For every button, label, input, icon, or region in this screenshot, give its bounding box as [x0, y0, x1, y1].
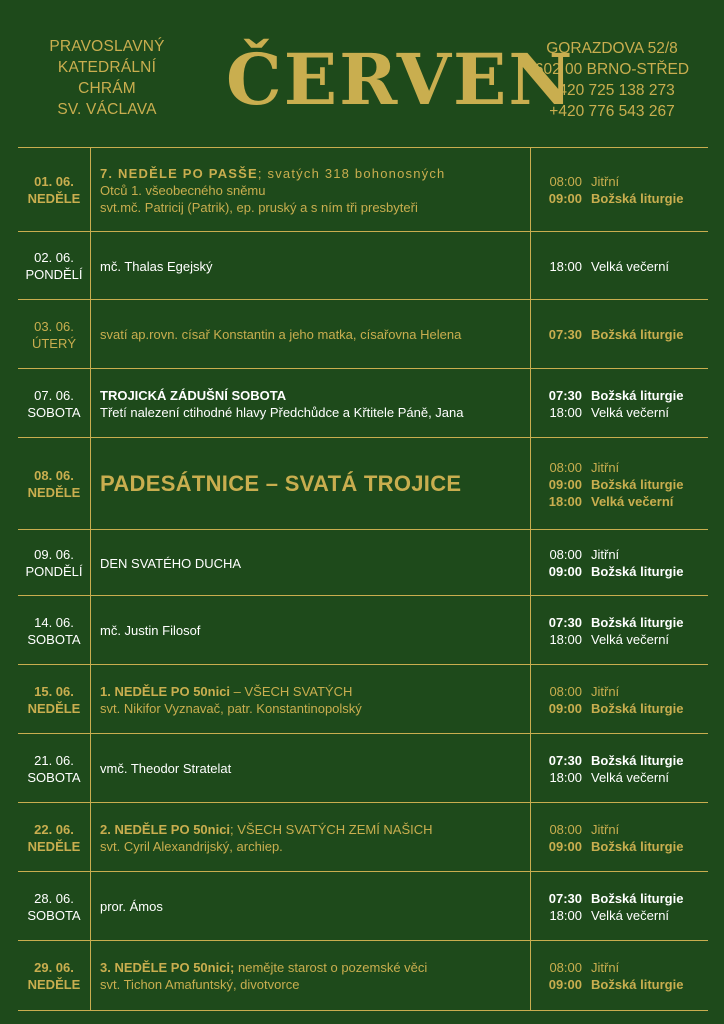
feast-title-rest: ; svatých 318 bohonosných [257, 165, 446, 181]
service-time: 08:00 [549, 821, 582, 837]
service-time: 07:30 [548, 387, 582, 403]
description-cell [100, 300, 525, 369]
service-name: Jitřní [591, 547, 620, 562]
schedule-row [18, 803, 708, 872]
service-name: Božská liturgie [591, 752, 684, 768]
service-name: Božská liturgie [591, 700, 684, 716]
description-line: mč. Justin Filosof [100, 623, 201, 638]
service-name: Jitřní [591, 683, 620, 699]
date: 08. 06. [34, 468, 74, 483]
month-title: ČERVEN [226, 38, 575, 121]
service-time: 07:30 [548, 327, 582, 342]
service-time: 08:00 [549, 459, 582, 475]
service-time: 08:00 [549, 174, 582, 189]
date-cell [18, 530, 90, 596]
service-name: Božská liturgie [591, 476, 684, 492]
service-name: Velká večerní [591, 258, 670, 274]
description-line: svt. Nikifor Vyznavač, patr. Konstantinopolský [100, 700, 362, 716]
service-time: 08:00 [549, 547, 582, 562]
date: 15. 06. [34, 683, 74, 699]
services-cell [538, 232, 708, 300]
service-name: Božská liturgie [591, 976, 684, 992]
date: 14. 06. [34, 614, 74, 630]
description-line: vmč. Theodor Stratelat [100, 761, 232, 776]
services-cell [538, 300, 708, 369]
service-time: 08:00 [549, 683, 582, 699]
service-name: Velká večerní [591, 769, 670, 785]
description-line: Třetí nalezení ctihodné hlavy Předchůdce a Křtitele Páně, Jana [100, 404, 464, 420]
description-line: DEN SVATÉHO DUCHA [100, 555, 242, 571]
description-cell [100, 803, 525, 872]
service-name: Božská liturgie [591, 890, 684, 906]
service-name: Božská liturgie [591, 327, 684, 342]
description-cell [100, 530, 525, 596]
date: 21. 06. [34, 752, 74, 768]
weekday: NEDĚLE [27, 838, 81, 854]
date: 01. 06. [34, 174, 74, 189]
weekday: NEDĚLE [27, 191, 81, 206]
weekday: SOBOTA [27, 907, 81, 923]
service-time: 18:00 [549, 631, 582, 647]
services-cell [538, 530, 708, 596]
schedule-row [18, 300, 708, 369]
date: 22. 06. [34, 821, 74, 837]
service-name: Jitřní [591, 174, 620, 189]
description-cell [100, 872, 525, 941]
description-line: svatí ap.rovn. císař Konstantin a jeho matka, císařovna Helena [100, 327, 462, 342]
description-cell [100, 596, 525, 665]
description-line: mč. Thalas Egejský [100, 258, 213, 274]
address-line: 602 00 BRNO-STŘED [534, 61, 690, 78]
schedule-row [18, 596, 708, 665]
weekday: NEDĚLE [27, 485, 81, 500]
schedule-row [18, 369, 708, 438]
services-cell [538, 438, 708, 530]
feast-title-rest: nemějte starost o pozemské věci [234, 959, 428, 975]
date: 07. 06. [34, 387, 74, 403]
service-time: 09:00 [548, 838, 582, 854]
church-name-line: KATEDRÁLNÍ [57, 59, 157, 76]
service-time: 07:30 [548, 614, 582, 630]
service-time: 18:00 [549, 404, 582, 420]
feast-title: 3. NEDĚLE PO 50nici; [100, 959, 235, 975]
description-cell [100, 941, 525, 1010]
date-cell [18, 596, 90, 665]
service-time: 09:00 [548, 700, 582, 716]
date-cell [18, 734, 90, 803]
address-block [520, 38, 704, 122]
date-cell [18, 941, 90, 1010]
description-line: pror. Ámos [100, 899, 163, 914]
address-line: GORAZDOVA 52/8 [546, 40, 678, 57]
weekday: NEDĚLE [27, 976, 81, 992]
phone-line: +420 776 543 267 [549, 103, 675, 120]
service-name: Božská liturgie [591, 564, 684, 579]
service-time: 07:30 [548, 890, 582, 906]
schedule-row [18, 872, 708, 941]
service-name: Božská liturgie [591, 838, 684, 854]
service-time: 09:00 [548, 564, 582, 579]
feast-title: TROJICKÁ ZÁDUŠNÍ SOBOTA [100, 387, 287, 403]
services-cell [538, 872, 708, 941]
services-cell [538, 148, 708, 232]
service-time: 18:00 [549, 907, 582, 923]
feast-title: 7. NEDĚLE PO PASŠE [100, 165, 258, 181]
weekday: PONDĚLÍ [25, 267, 83, 282]
weekday: SOBOTA [27, 631, 81, 647]
service-name: Jitřní [591, 821, 620, 837]
description-line: svt. Cyril Alexandrijský, archiep. [100, 838, 283, 854]
description-line: svt. Tichon Amafuntský, divotvorce [100, 976, 300, 992]
feast-title-rest: ; VŠECH SVATÝCH ZEMÍ NAŠICH [230, 821, 433, 837]
service-name: Jitřní [591, 959, 620, 975]
date-cell [18, 148, 90, 232]
weekday: SOBOTA [27, 404, 81, 420]
services-cell [538, 596, 708, 665]
schedule-row [18, 941, 708, 1010]
church-name-line: CHRÁM [78, 80, 136, 97]
service-name: Božská liturgie [591, 387, 684, 403]
description-line: svt.mč. Patricij (Patrik), ep. pruský a s ním tři presbyteři [100, 199, 418, 215]
date: 02. 06. [34, 250, 74, 265]
service-time: 07:30 [548, 752, 582, 768]
schedule-row [18, 530, 708, 596]
service-name: Velká večerní [591, 631, 670, 647]
church-name [22, 36, 192, 120]
schedule-row [18, 232, 708, 300]
schedule-row [18, 734, 708, 803]
header [0, 0, 724, 146]
date: 09. 06. [34, 547, 74, 562]
service-name: Velká večerní [591, 907, 670, 923]
church-name-line: PRAVOSLAVNÝ [49, 38, 165, 55]
description-cell [100, 369, 525, 438]
services-cell [538, 803, 708, 872]
date-cell [18, 369, 90, 438]
feast-title: 2. NEDĚLE PO 50nici [100, 821, 231, 837]
schedule-row [18, 148, 708, 232]
weekday: NEDĚLE [27, 700, 81, 716]
service-time: 09:00 [548, 476, 582, 492]
date-cell [18, 803, 90, 872]
schedule-table [18, 147, 708, 1011]
feast-title-rest: – VŠECH SVATÝCH [230, 683, 353, 699]
service-time: 18:00 [549, 769, 582, 785]
service-time: 18:00 [548, 493, 582, 509]
schedule-row [18, 438, 708, 530]
church-name-line: SV. VÁCLAVA [57, 101, 157, 118]
services-cell [538, 369, 708, 438]
service-time: 09:00 [548, 191, 582, 206]
schedule-row [18, 665, 708, 734]
description-cell [100, 734, 525, 803]
service-name: Božská liturgie [591, 614, 684, 630]
weekday: ÚTERÝ [31, 335, 77, 351]
feast-title: PADESÁTNICE – SVATÁ TROJICE [100, 471, 462, 496]
date: 29. 06. [34, 959, 74, 975]
service-name: Velká večerní [591, 493, 674, 509]
services-cell [538, 734, 708, 803]
service-time: 18:00 [549, 258, 582, 274]
date: 03. 06. [34, 318, 74, 334]
services-cell [538, 665, 708, 734]
date-cell [18, 300, 90, 369]
service-time: 09:00 [548, 976, 582, 992]
date-cell [18, 438, 90, 530]
description-line: Otců 1. všeobecného sněmu [100, 182, 266, 198]
feast-title: 1. NEDĚLE PO 50nici [100, 683, 231, 699]
date-cell [18, 232, 90, 300]
description-cell [100, 232, 525, 300]
date: 28. 06. [34, 890, 74, 906]
service-name: Božská liturgie [591, 191, 684, 206]
weekday: SOBOTA [27, 769, 81, 785]
phone-line: +420 725 138 273 [549, 82, 675, 99]
date-cell [18, 872, 90, 941]
service-name: Velká večerní [591, 404, 670, 420]
description-cell [100, 148, 525, 232]
service-time: 08:00 [549, 959, 582, 975]
weekday: PONDĚLÍ [25, 564, 83, 579]
date-cell [18, 665, 90, 734]
description-cell [100, 438, 525, 530]
service-name: Jitřní [591, 459, 620, 475]
description-cell [100, 665, 525, 734]
services-cell [538, 941, 708, 1010]
